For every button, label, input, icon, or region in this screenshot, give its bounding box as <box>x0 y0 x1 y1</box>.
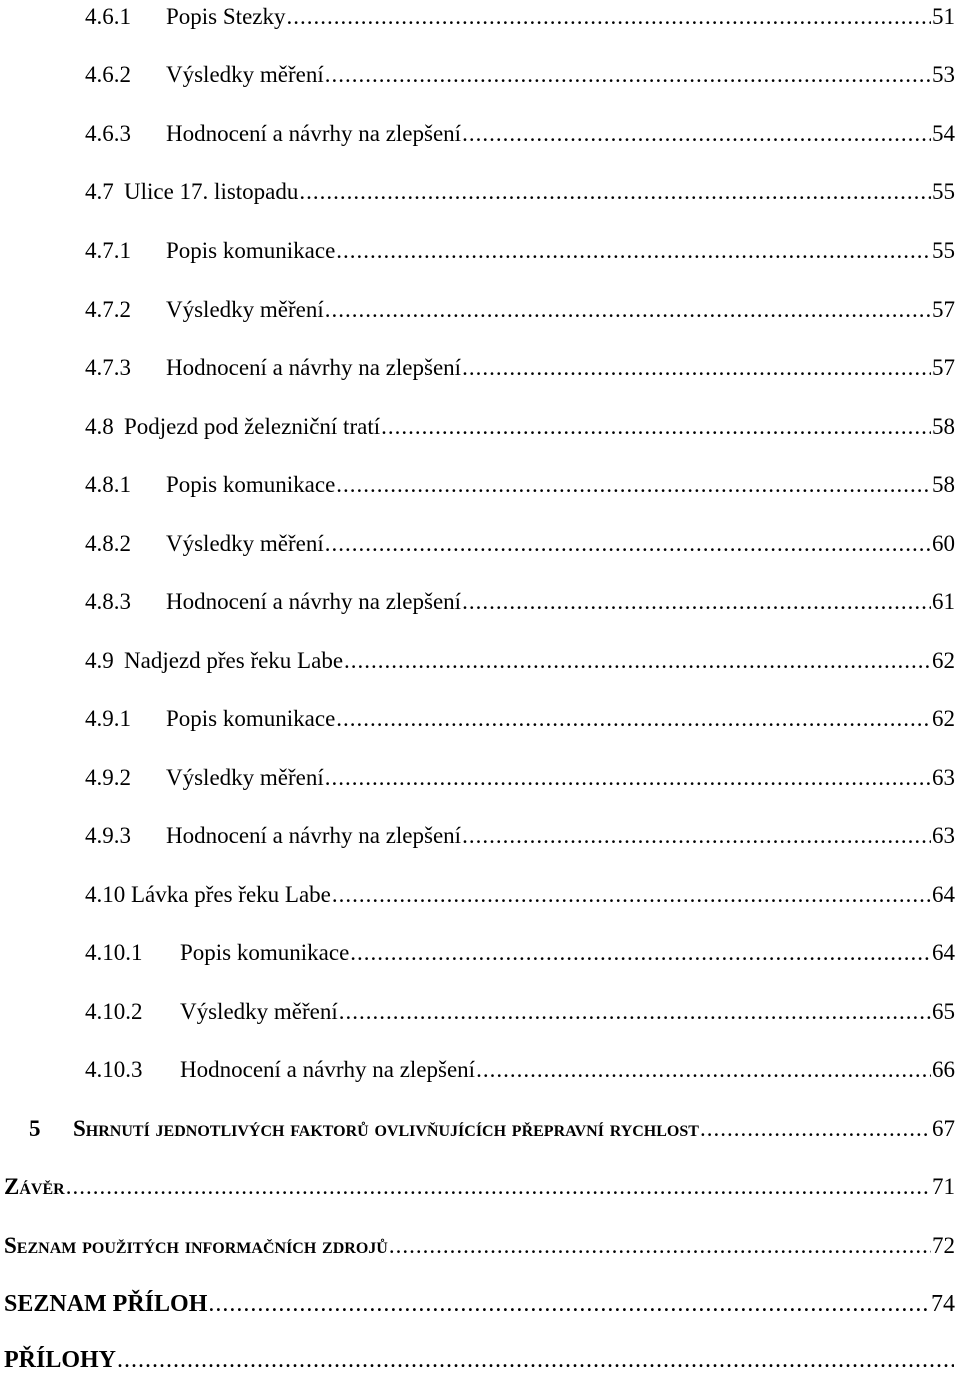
toc-entry-page: 64 <box>932 882 955 907</box>
toc-entry-number: 4.7.2 <box>85 297 131 322</box>
toc-entry-number: 4.10 <box>85 882 126 907</box>
toc-section-entry[interactable] <box>0 1287 960 1321</box>
dot-leader <box>117 1343 954 1377</box>
toc-entry-title: Výsledky měření <box>166 297 324 322</box>
toc-entry-title: Výsledky měření <box>180 999 338 1024</box>
toc-entry-title: PŘÍLOHY <box>4 1347 117 1373</box>
toc-entry-page: 71 <box>932 1174 955 1199</box>
dot-leader <box>66 1170 931 1204</box>
toc-entry-page: 61 <box>932 589 955 614</box>
toc-entry[interactable] <box>0 761 960 795</box>
toc-entry-number: 4.8.2 <box>85 531 131 556</box>
dot-leader <box>299 175 931 209</box>
toc-entry-number: 4.9.2 <box>85 765 131 790</box>
toc-entry[interactable] <box>0 1053 960 1087</box>
toc-entry-number: 4.8.1 <box>85 472 131 497</box>
toc-entry-page: 53 <box>932 62 955 87</box>
toc-entry-title: Popis komunikace <box>166 706 336 731</box>
toc-entry-title: Hodnocení a návrhy na zlepšení <box>166 355 462 380</box>
toc-entry[interactable] <box>0 995 960 1029</box>
toc-entry-page: 58 <box>932 472 955 497</box>
toc-entry-title: Shrnutí jednotlivých faktorů ovlivňujících přepravní rychlost <box>73 1116 699 1141</box>
toc-entry-number: 4.9.3 <box>85 823 131 848</box>
toc-entry-title: Popis komunikace <box>166 238 336 263</box>
dot-leader <box>286 0 931 34</box>
toc-entry-title: Nadjezd přes řeku Labe <box>124 648 344 673</box>
toc-chapter-entry[interactable] <box>0 1112 960 1146</box>
toc-entry[interactable] <box>0 58 960 92</box>
toc-entry[interactable] <box>0 936 960 970</box>
dot-leader <box>339 995 931 1029</box>
toc-entry-number: 4.7.3 <box>85 355 131 380</box>
toc-entry-number: 4.9.1 <box>85 706 131 731</box>
toc-entry-page: 63 <box>932 823 955 848</box>
toc-entry[interactable] <box>0 585 960 619</box>
toc-entry-number: 4.10.2 <box>85 999 143 1024</box>
toc-entry-number: 4.6.1 <box>85 4 131 29</box>
toc-entry[interactable] <box>0 819 960 853</box>
dot-leader <box>462 117 931 151</box>
toc-entry-title: Lávka přes řeku Labe <box>131 882 331 907</box>
dot-leader <box>462 819 931 853</box>
dot-leader <box>700 1112 931 1146</box>
toc-section-entry[interactable] <box>0 1229 960 1263</box>
dot-leader <box>336 234 931 268</box>
toc-entry[interactable] <box>0 0 960 34</box>
toc-entry-page: 60 <box>932 531 955 556</box>
toc-entry[interactable] <box>0 468 960 502</box>
toc-entry-page: 67 <box>932 1116 955 1141</box>
toc-entry[interactable] <box>0 410 960 444</box>
dot-leader <box>381 410 931 444</box>
toc-entry-page: 58 <box>932 414 955 439</box>
toc-entry[interactable] <box>0 293 960 327</box>
toc-entry-title: Seznam použitých informačních zdrojů <box>4 1233 388 1258</box>
toc-entry-number: 5 <box>29 1116 41 1141</box>
toc-entry-title: Výsledky měření <box>166 531 324 556</box>
toc-entry-title: Hodnocení a návrhy na zlepšení <box>166 823 462 848</box>
toc-entry[interactable] <box>0 702 960 736</box>
toc-entry[interactable] <box>0 175 960 209</box>
dot-leader <box>389 1229 931 1263</box>
toc-entry[interactable] <box>0 117 960 151</box>
toc-entry-page: 62 <box>932 648 955 673</box>
toc-entry[interactable] <box>0 234 960 268</box>
toc-entry[interactable] <box>0 351 960 385</box>
toc-entry[interactable] <box>0 878 960 912</box>
toc-entry-page: 64 <box>932 940 955 965</box>
dot-leader <box>476 1053 931 1087</box>
toc-entry[interactable] <box>0 644 960 678</box>
toc-entry-number: 4.9 <box>85 648 114 673</box>
toc-entry-page: 63 <box>932 765 955 790</box>
dot-leader <box>208 1287 930 1321</box>
dot-leader <box>325 58 931 92</box>
dot-leader <box>325 761 931 795</box>
toc-entry-page: 72 <box>932 1233 955 1258</box>
toc-entry-page: 51 <box>932 4 955 29</box>
toc-entry-page: 62 <box>932 706 955 731</box>
toc-entry-number: 4.7.1 <box>85 238 131 263</box>
dot-leader <box>325 293 931 327</box>
dot-leader <box>350 936 931 970</box>
toc-entry-page: 57 <box>932 355 955 380</box>
toc-entry[interactable] <box>0 527 960 561</box>
toc-entry-title: Hodnocení a návrhy na zlepšení <box>166 121 462 146</box>
toc-entry-page: 57 <box>932 297 955 322</box>
toc-entry-title: Popis Stezky <box>166 4 286 29</box>
dot-leader <box>325 527 931 561</box>
toc-entry-title: Závěr <box>4 1174 65 1199</box>
toc-entry-title: Ulice 17. listopadu <box>124 179 299 204</box>
toc-entry-number: 4.6.3 <box>85 121 131 146</box>
toc-entry-number: 4.7 <box>85 179 114 204</box>
toc-entry-number: 4.8 <box>85 414 114 439</box>
toc-entry-page: 65 <box>932 999 955 1024</box>
dot-leader <box>332 878 931 912</box>
toc-entry-number: 4.10.3 <box>85 1057 143 1082</box>
toc-entry-page: 54 <box>932 121 955 146</box>
toc-entry-number: 4.10.1 <box>85 940 143 965</box>
dot-leader <box>462 351 931 385</box>
toc-section-entry[interactable] <box>0 1343 960 1377</box>
toc-entry-title: Podjezd pod železniční tratí <box>124 414 381 439</box>
dot-leader <box>462 585 931 619</box>
toc-entry-page: 55 <box>932 179 955 204</box>
toc-entry-page: 55 <box>932 238 955 263</box>
toc-entry-page: 74 <box>931 1291 955 1317</box>
toc-entry-title: SEZNAM PŘÍLOH <box>4 1291 208 1317</box>
dot-leader <box>336 468 931 502</box>
toc-entry-title: Hodnocení a návrhy na zlepšení <box>166 589 462 614</box>
toc-entry-page: 66 <box>932 1057 955 1082</box>
dot-leader <box>336 702 931 736</box>
dot-leader <box>344 644 931 678</box>
toc-entry-title: Výsledky měření <box>166 62 324 87</box>
toc-entry-number: 4.6.2 <box>85 62 131 87</box>
toc-entry-title: Popis komunikace <box>180 940 350 965</box>
toc-section-entry[interactable] <box>0 1170 960 1204</box>
toc-entry-title: Hodnocení a návrhy na zlepšení <box>180 1057 476 1082</box>
toc-entry-title: Výsledky měření <box>166 765 324 790</box>
toc-entry-number: 4.8.3 <box>85 589 131 614</box>
toc-entry-title: Popis komunikace <box>166 472 336 497</box>
